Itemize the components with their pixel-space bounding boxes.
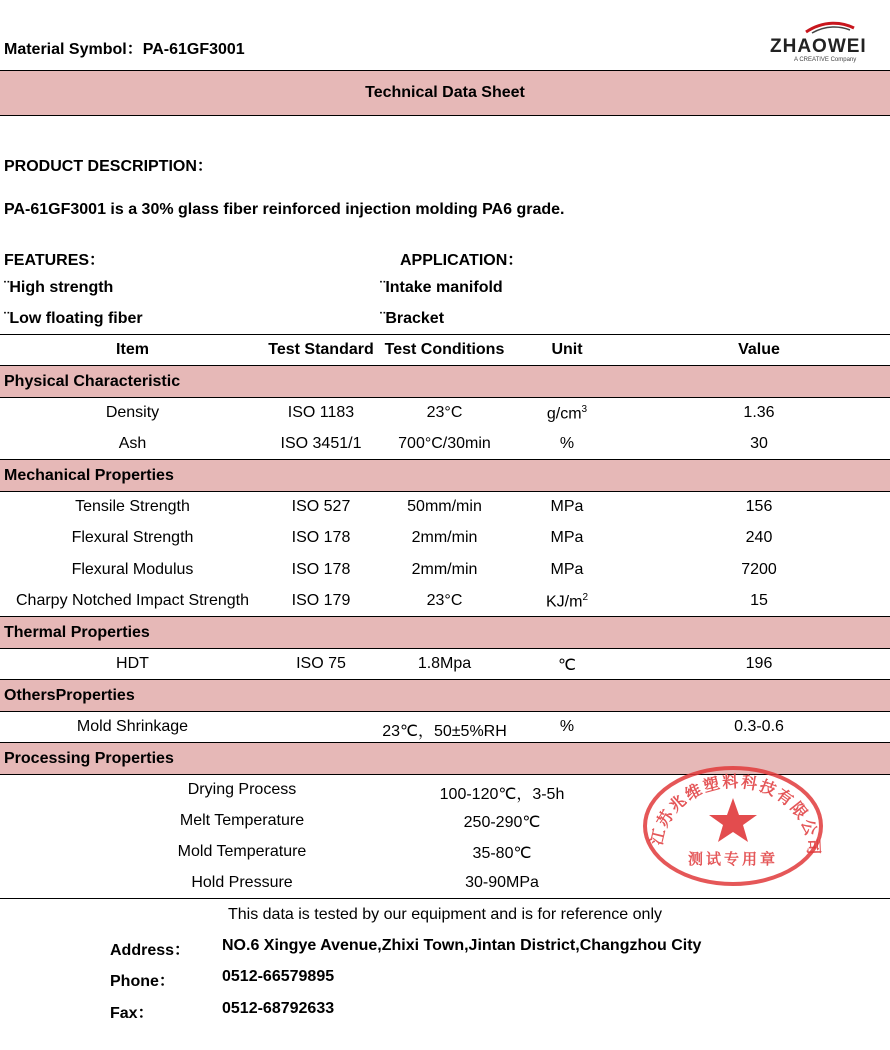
section-title-processing: Processing Properties <box>4 750 174 767</box>
col-header-value: Value <box>738 341 780 358</box>
row-value: 0.3-0.6 <box>734 718 784 735</box>
fax-value: 0512-68792633 <box>222 1000 335 1017</box>
divider <box>0 711 890 712</box>
row-value: 196 <box>745 655 773 672</box>
row-conditions: 23°C <box>426 592 463 609</box>
address-value: NO.6 Xingye Avenue,Zhixi Town,Jintan District,Changzhou City <box>222 937 702 954</box>
row-conditions: 23°C <box>426 404 463 421</box>
fax-label: Fax： <box>110 1005 154 1022</box>
company-stamp-seal <box>638 758 828 888</box>
divider <box>0 397 890 398</box>
row-item: Flexural Strength <box>71 529 194 546</box>
row-item: Density <box>105 404 160 421</box>
row-conditions: 700°C/30min <box>398 435 491 452</box>
description-heading: PRODUCT DESCRIPTION： <box>4 158 213 175</box>
row-unit: MPa <box>550 498 584 515</box>
description-text: PA-61GF3001 is a 30% glass fiber reinforced injection molding PA6 grade. <box>4 201 565 218</box>
row-item: Hold Pressure <box>191 874 293 891</box>
disclaimer-note: This data is tested by our equipment and is for reference only <box>227 906 662 923</box>
feature-item: ¨Low floating fiber <box>4 310 143 327</box>
row-value: 156 <box>745 498 773 515</box>
divider <box>0 115 890 116</box>
phone-value: 0512-66579895 <box>222 968 335 985</box>
row-unit: % <box>559 718 575 735</box>
phone-label: Phone： <box>110 973 175 990</box>
company-logo <box>764 20 884 66</box>
row-value: 1.36 <box>743 404 775 421</box>
col-header-conditions: Test Conditions <box>384 341 505 358</box>
row-standard: ISO 178 <box>291 529 351 546</box>
section-title-thermal: Thermal Properties <box>4 624 150 641</box>
row-conditions: 1.8Mpa <box>417 655 472 672</box>
row-item: Charpy Notched Impact Strength <box>15 592 249 609</box>
divider <box>0 898 890 899</box>
row-item: Mold Temperature <box>177 843 307 860</box>
row-unit: % <box>559 435 575 452</box>
svg-text:江苏兆维塑料科技有限公司: 江苏兆维塑料科技有限公司 <box>646 771 824 858</box>
row-item: Drying Process <box>187 781 297 798</box>
row-item: Ash <box>118 435 147 452</box>
section-title-physical: Physical Characteristic <box>4 373 181 390</box>
row-value: 15 <box>750 592 768 609</box>
divider <box>0 334 890 335</box>
col-header-unit: Unit <box>551 341 583 358</box>
row-standard: ISO 75 <box>296 655 346 672</box>
logo-tagline: A CREATIVE Company <box>794 57 857 63</box>
row-unit: $g/cm^3$ <box>546 404 588 423</box>
row-value: 30 <box>750 435 768 452</box>
section-title-mechanical: Mechanical Properties <box>4 467 174 484</box>
feature-item: ¨High strength <box>4 279 114 296</box>
row-conditions: 50mm/min <box>407 498 482 515</box>
features-heading: FEATURES： <box>4 252 106 269</box>
page-title: Technical Data Sheet <box>365 84 525 101</box>
row-standard: ISO 527 <box>291 498 351 515</box>
col-header-standard: Test Standard <box>268 341 374 358</box>
row-item: Tensile Strength <box>75 498 190 515</box>
row-unit: MPa <box>550 529 584 546</box>
address-label: Address： <box>110 942 191 959</box>
row-item: Flexural Modulus <box>71 561 194 578</box>
col-header-item: Item <box>116 341 149 358</box>
row-value: 250-290℃ <box>463 814 541 831</box>
divider <box>0 648 890 649</box>
row-unit: ℃ <box>558 657 576 674</box>
row-standard: ISO 179 <box>291 592 351 609</box>
row-item: Melt Temperature <box>179 812 305 829</box>
row-unit: $KJ/m^2$ <box>545 592 588 611</box>
row-conditions: 2mm/min <box>411 529 478 546</box>
row-value: 100-120℃，3-5h <box>439 786 565 803</box>
row-standard: ISO 3451/1 <box>280 435 362 452</box>
row-standard: ISO 178 <box>291 561 351 578</box>
application-item: ¨Bracket <box>380 310 445 327</box>
row-conditions: 2mm/min <box>411 561 478 578</box>
logo-text: ZHAOWEI <box>770 36 867 57</box>
row-value: 30-90MPa <box>465 874 539 891</box>
row-value: 35-80℃ <box>472 845 532 862</box>
row-item: HDT <box>116 655 149 672</box>
row-unit: MPa <box>550 561 584 578</box>
row-conditions: 23℃，50±5%RH <box>382 723 507 740</box>
application-item: ¨Intake manifold <box>380 279 503 296</box>
svg-text:测试专用章: 测试专用章 <box>687 850 779 868</box>
section-title-others: OthersProperties <box>4 687 135 704</box>
material-symbol: Material Symbol：PA-61GF3001 <box>4 41 245 58</box>
application-heading: APPLICATION： <box>400 252 524 269</box>
row-item: Mold Shrinkage <box>76 718 189 735</box>
row-value: 7200 <box>741 561 777 578</box>
divider <box>0 491 890 492</box>
row-value: 240 <box>745 529 773 546</box>
row-standard: ISO 1183 <box>287 404 355 421</box>
